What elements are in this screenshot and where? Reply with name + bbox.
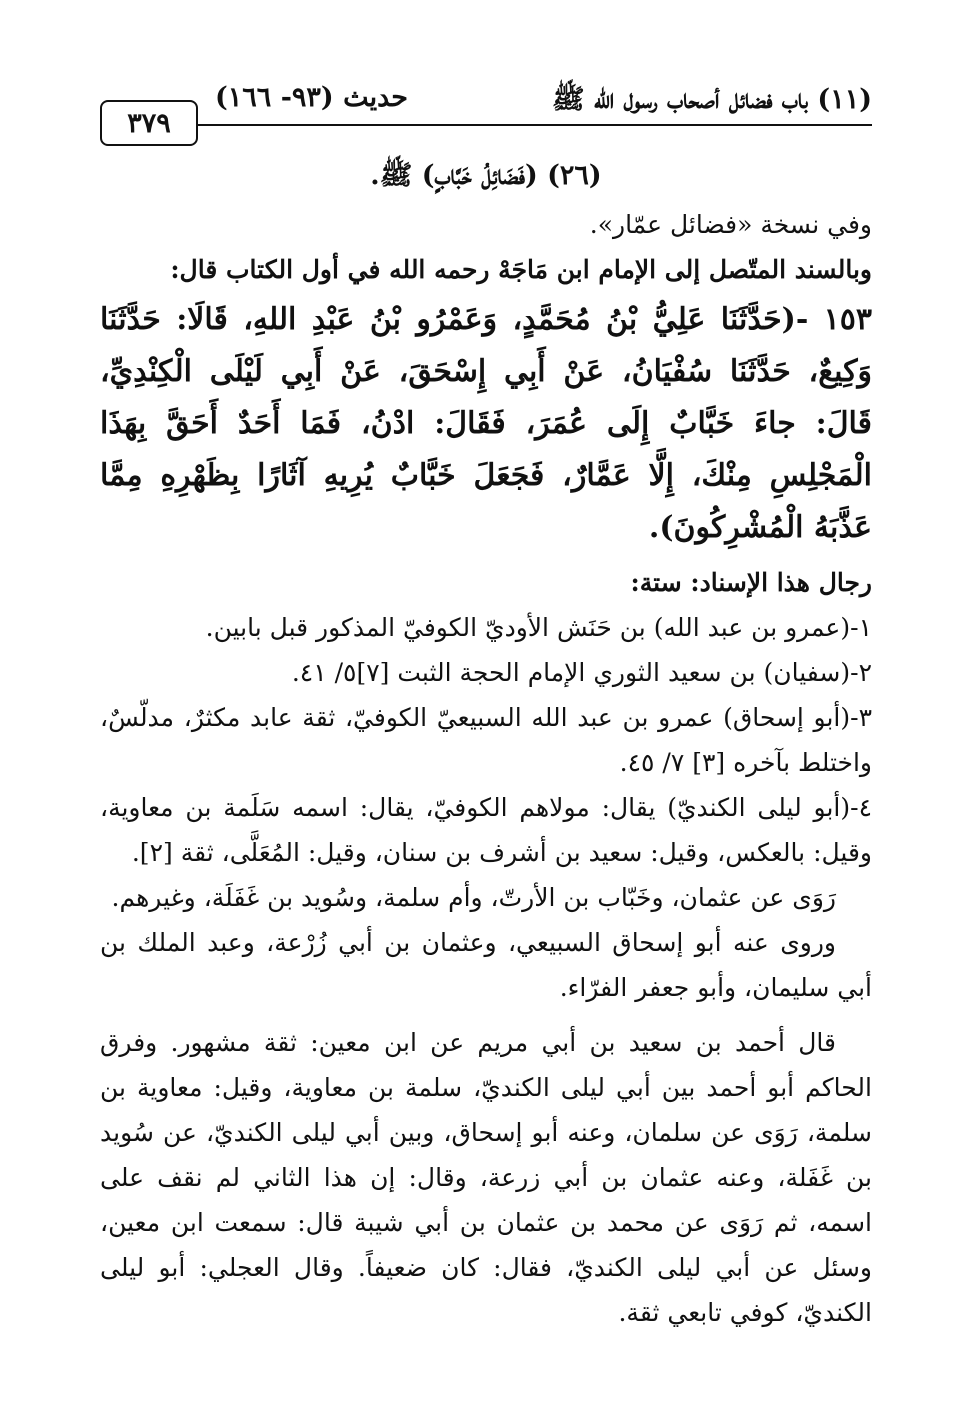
narrator-4-students: وروى عنه أبو إسحاق السبيعي، وعثمان بن أبي زُرْعة، وعبد الملك بن أبي سليمان، وأبو جعفر الفرّاء. [100,928,872,1002]
narrator-4-teachers: رَوَى عن عثمان، وخَبّاب بن الأرتّ، وأم سلمة، وسُويد بن غَفَلَة، وغيرهم. [111,883,836,912]
chapter-title: (١١) باب فضائل أصحاب رسول الله ﷺ [551,84,872,115]
section-title: (٢٦) (فَضَائِلُ خَبَّابٍ) ﷺ. [370,160,602,191]
isnad-intro: وبالسند المتّصل إلى الإمام ابن مَاجَهْ رحمه الله في أول الكتاب قال: [170,255,872,284]
page-number: ٣٧٩ [127,107,171,139]
hadith-text: ١٥٣ -(حَدَّثَنَا عَلِيُّ بْنُ مُحَمَّدٍ، وَعَمْرُو بْنُ عَبْدِ اللهِ، قَالَا: حَدَّثَنَا وَكِيعٌ، حَدَّثَنَا سُفْيَانُ، عَنْ أَبِي إِسْحَقَ، عَنْ أَبِي لَيْلَى الْكِنْدِيِّ، قَالَ: جاءَ خَبَّابٌ إِلَى عُمَرَ، فَقَالَ: ادْنُ، فَمَا أَحَدٌ أَحَقَّ بِهَذَا الْمَجْلِسِ مِنْكَ، إِلَّا عَمَّارٌ، فَجَعَلَ خَبَّابٌ يُرِيهِ آثَارًا بِظَهْرِهِ مِمَّا عَذَّبَهُ الْمُشْرِكُونَ). [100,302,872,545]
page-body [100,150,872,1335]
narrator-item-4: ٤-(أبو ليلى الكنديّ) يقال: مولاهم الكوفيّ، يقال: اسمه سَلَمة بن معاوية، وقيل: بالعكس، وقيل: سعيد بن أشرف بن سنان، وقيل: المُعَلَّى، ثقة [٢]. [100,793,872,867]
commentary-paragraph: قال أحمد بن سعيد بن أبي مريم عن ابن معين: ثقة مشهور. وفرق الحاكم أبو أحمد بين أبي ليلى الكنديّ، سلمة بن معاوية، وقيل: معاوية بن سلمة، رَوَى عن سلمان، وعنه أبو إسحاق، وبين أبي ليلى الكنديّ، عن سُويد بن غَفَلة، وعنه عثمان بن أبي زرعة، وقال: إن هذا الثاني لم نقف على اسمه، ثم رَوَى عن محمد بن عثمان بن أبي شيبة قال: سمعت ابن معين، وسئل عن أبي ليلى الكنديّ، فقال: كان ضعيفاً. وقال العجلي: أبو ليلى الكنديّ، كوفي تابعي ثقة. [100,1028,872,1327]
narrators-heading: رجال هذا الإسناد: ستة: [630,568,872,597]
manuscript-note: وفي نسخة «فضائل عمّار». [589,210,872,239]
narrator-item: ٣-(أبو إسحاق) عمرو بن عبد الله السبيعيّ الكوفيّ، ثقة عابد مكثرٌ، مدلّسٌ، واختلط بآخره [٣] ٧/ ٤٥. [100,703,872,777]
narrator-item: ١-(عمرو بن عبد الله) بن حَنَش الأوديّ الكوفيّ المذكور قبل بابين. [205,613,872,642]
narrator-item: ٢-(سفيان) بن سعيد الثوري الإمام الحجة الثبت [٧]٥/ ٤١. [291,658,872,687]
hadith-range: حديث (٩٣- ١٦٦) [215,82,408,113]
running-header [100,78,872,126]
page-number-box [100,100,198,146]
